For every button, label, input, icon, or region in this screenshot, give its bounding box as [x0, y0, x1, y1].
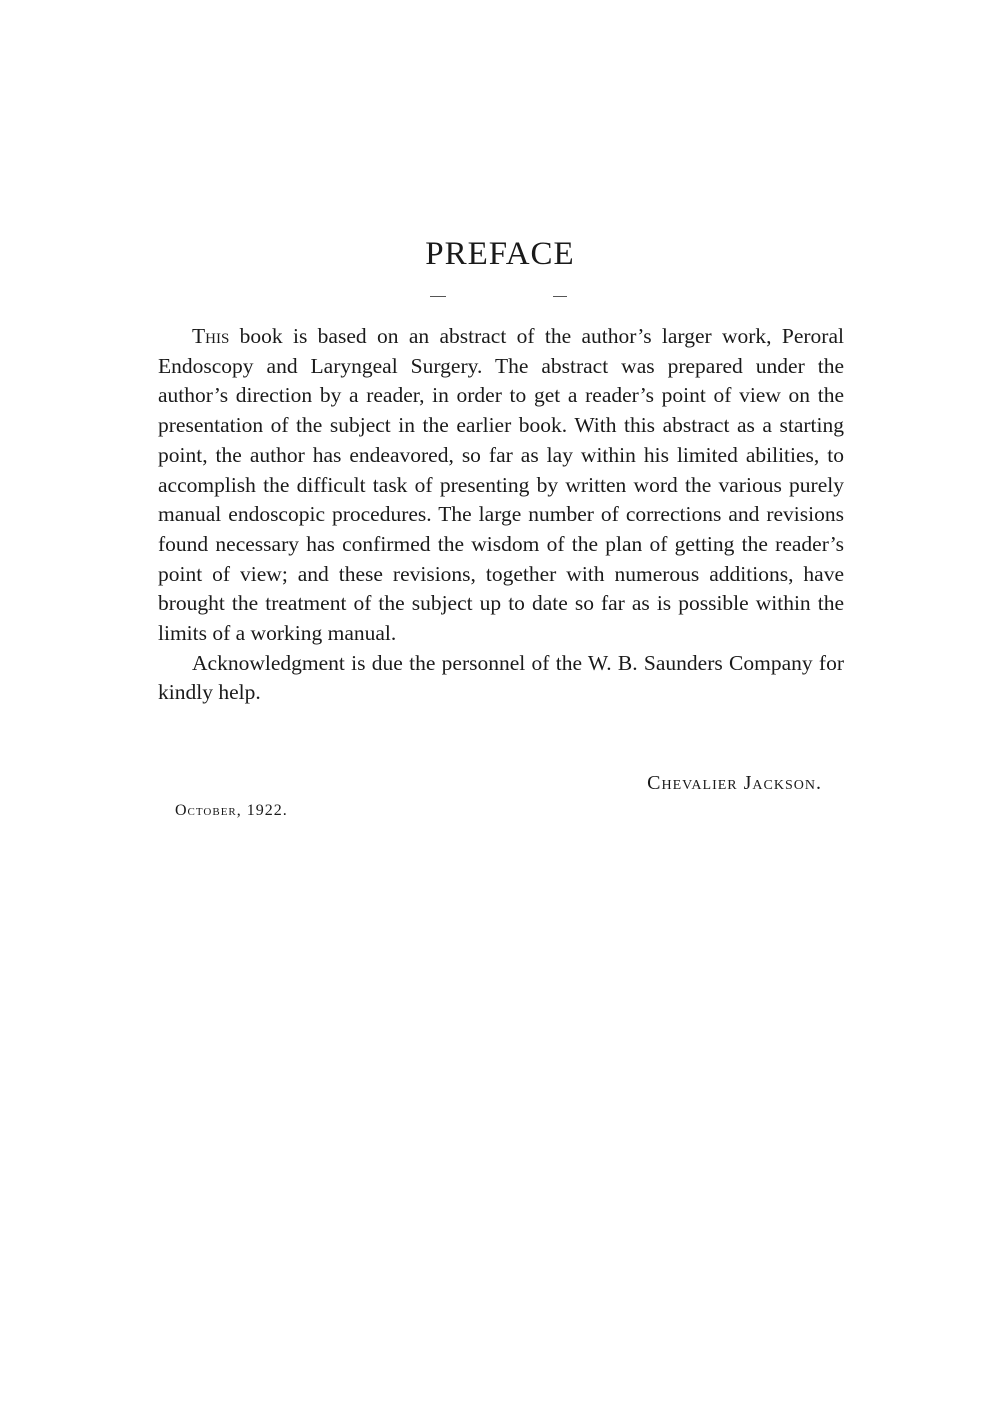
paragraph-2: Acknowledgment is due the personnel of the W. B. Saunders Company for kindly help. — [158, 650, 844, 705]
paragraph-1-lead: This — [192, 324, 230, 348]
preface-date: October, 1922. — [175, 802, 288, 819]
preface-body — [158, 322, 844, 708]
title-rule-right — [553, 296, 567, 297]
page-title: PREFACE — [425, 236, 575, 272]
author-signature: Chevalier Jackson. — [647, 772, 822, 794]
paragraph-1-text: book is based on an abstract of the author’s larger work, Peroral Endoscopy and Laryngeal Surgery. The abstract was prepared under the author’s direction by a reader, in order to get a reader’s point of view on the presentation of the subject in the earlier book. With this abstract as a starting point, the author has endeavored, so far as lay within his limited abilities, to accomplish the difficult task of presenting by written word the various purely manual endoscopic procedures. The large number of corrections and revisions found necessary has confirmed the wisdom of the plan of getting the reader’s point of view; and these revisions, together with numerous additions, have brought the treatment of the subject up to date so far as is possible within the limits of a working manual. — [158, 324, 844, 646]
paragraph-1 — [158, 322, 844, 649]
title-rule-left — [430, 296, 446, 297]
